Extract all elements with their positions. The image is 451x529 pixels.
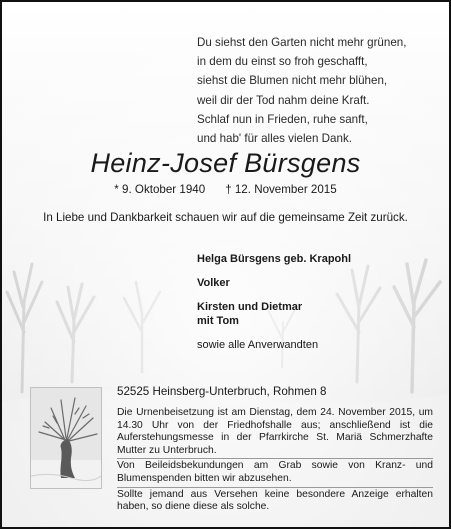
condolence-notice: Von Beileidsbekundungen am Grab sowie von Kranz- und Blumenspenden bitten wir abzusehen.	[117, 459, 433, 487]
family-address: 52525 Heinsberg-Unterbruch, Rohmen 8	[117, 385, 327, 398]
mourner-son: Volker	[197, 277, 230, 289]
funeral-notice: Die Urnenbeisetzung ist am Dienstag, dem 24. November 2015, um 14.30 Uhr von der Friedhofshalle aus; anschließend ist die Auferstehungsmesse in der Pfarrkirche St. Mariä Schmerzhafte Mutter zu Unterbruch.	[117, 407, 433, 459]
deceased-name: Heinz-Josef Bürsgens	[90, 148, 361, 178]
poem-line: und hab' für alles vielen Dank.	[197, 132, 352, 146]
mourner-relatives: sowie alle Anverwandten	[197, 339, 319, 351]
notices	[117, 407, 433, 515]
willow-tree-image	[31, 388, 101, 488]
mourner-grandchild: mit Tom	[197, 315, 239, 327]
mourners-list	[197, 252, 437, 352]
willow-tree-photo	[30, 387, 102, 489]
poem-line: Du siehst den Garten nicht mehr grünen,	[197, 36, 407, 49]
poem-line: siehst die Blumen nicht mehr blühen,	[197, 74, 388, 88]
birth-date: * 9. Oktober 1940	[114, 183, 206, 196]
life-dates	[2, 183, 449, 196]
announcement-notice: Sollte jemand aus Versehen keine besondere Anzeige erhalten haben, so diene diese als solche.	[117, 488, 433, 513]
death-date: † 12. November 2015	[225, 183, 337, 196]
mourner-spouse: Helga Bürsgens geb. Krapohl	[197, 253, 352, 265]
intro-text: In Liebe und Dankbarkeit schauen wir auf die gemeinsame Zeit zurück.	[43, 211, 408, 224]
poem-line: weil dir der Tod nahm deine Kraft.	[197, 93, 370, 107]
mourner-couple: Kirsten und Dietmar	[197, 301, 303, 313]
poem	[197, 33, 442, 148]
poem-line: Schlaf nun in Frieden, ruhe sanft,	[197, 112, 368, 126]
poem-line: in dem du einst so froh geschafft,	[197, 55, 368, 69]
